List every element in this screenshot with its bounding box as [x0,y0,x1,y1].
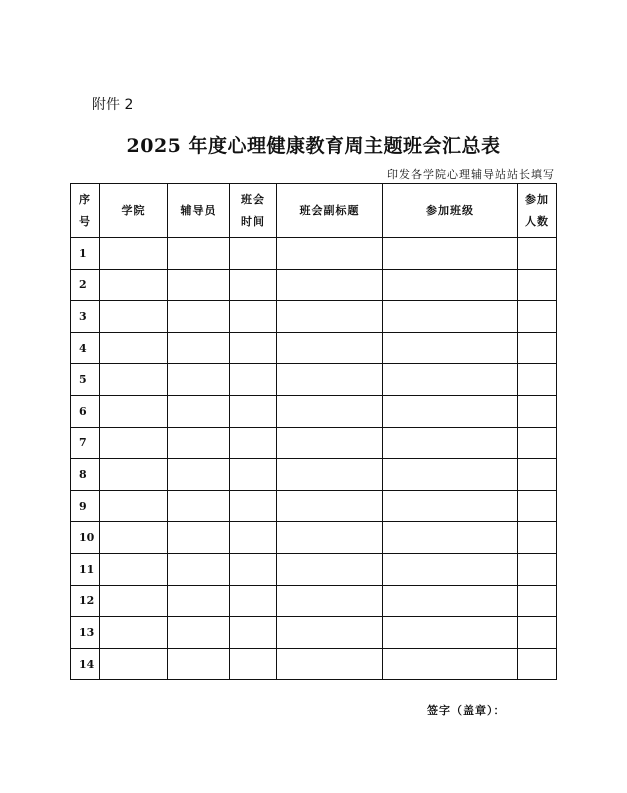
table-row [71,553,557,585]
table-body [71,238,557,680]
table-row [71,427,557,459]
table-row [71,395,557,427]
cell-subtitle [277,332,383,364]
cell-subtitle [277,585,383,617]
cell-counselor [168,301,230,333]
cell-counselor [168,427,230,459]
cell-college [100,553,168,585]
cell-college [100,269,168,301]
cell-time [230,301,277,333]
cell-college [100,364,168,396]
cell-classes [383,648,518,680]
table-row [71,490,557,522]
cell-classes [383,490,518,522]
cell-time [230,269,277,301]
cell-counselor [168,395,230,427]
col-header-subtitle: 班会副标题 [277,184,383,238]
row-number: 8 [71,459,100,491]
row-number: 3 [71,301,100,333]
row-number: 11 [71,553,100,585]
cell-college [100,459,168,491]
cell-time [230,332,277,364]
cell-classes [383,332,518,364]
cell-classes [383,427,518,459]
cell-counselor [168,332,230,364]
cell-time [230,648,277,680]
cell-subtitle [277,364,383,396]
cell-college [100,238,168,270]
cell-count [518,617,557,649]
cell-classes [383,459,518,491]
table-row [71,522,557,554]
cell-time [230,522,277,554]
cell-count [518,648,557,680]
cell-time [230,427,277,459]
row-number: 9 [71,490,100,522]
cell-college [100,617,168,649]
cell-college [100,395,168,427]
cell-college [100,427,168,459]
cell-classes [383,617,518,649]
cell-counselor [168,269,230,301]
cell-classes [383,522,518,554]
cell-classes [383,553,518,585]
cell-count [518,364,557,396]
cell-subtitle [277,459,383,491]
cell-subtitle [277,301,383,333]
cell-college [100,301,168,333]
cell-subtitle [277,522,383,554]
col-header-classes: 参加班级 [383,184,518,238]
cell-counselor [168,238,230,270]
cell-subtitle [277,617,383,649]
cell-classes [383,395,518,427]
cell-college [100,332,168,364]
cell-counselor [168,553,230,585]
cell-subtitle [277,427,383,459]
cell-college [100,490,168,522]
header-row [71,184,557,238]
summary-table [70,183,557,680]
row-number: 6 [71,395,100,427]
table-row [71,364,557,396]
cell-subtitle [277,269,383,301]
row-number: 1 [71,238,100,270]
cell-time [230,459,277,491]
cell-counselor [168,585,230,617]
row-number: 14 [71,648,100,680]
cell-count [518,490,557,522]
cell-count [518,395,557,427]
cell-counselor [168,364,230,396]
table-row [71,459,557,491]
cell-time [230,490,277,522]
cell-count [518,427,557,459]
cell-count [518,332,557,364]
cell-subtitle [277,238,383,270]
cell-classes [383,238,518,270]
col-header-college: 学院 [100,184,168,238]
cell-classes [383,269,518,301]
cell-time [230,553,277,585]
cell-classes [383,301,518,333]
table-row [71,301,557,333]
row-number: 2 [71,269,100,301]
table-row [71,585,557,617]
col-header-count: 参加 人数 [518,184,557,238]
cell-college [100,648,168,680]
row-number: 13 [71,617,100,649]
fill-note: 印发各学院心理辅导站站长填写 [387,168,555,181]
cell-counselor [168,459,230,491]
cell-counselor [168,522,230,554]
table-row [71,269,557,301]
cell-subtitle [277,648,383,680]
signature-label: 签字（盖章）： [427,704,506,717]
cell-count [518,238,557,270]
cell-college [100,585,168,617]
row-number: 4 [71,332,100,364]
table-row [71,617,557,649]
cell-count [518,459,557,491]
cell-counselor [168,617,230,649]
cell-count [518,585,557,617]
col-header-seq: 序 号 [71,184,100,238]
cell-time [230,364,277,396]
col-header-time: 班会 时间 [230,184,277,238]
row-number: 7 [71,427,100,459]
cell-counselor [168,490,230,522]
cell-time [230,585,277,617]
cell-college [100,522,168,554]
cell-counselor [168,648,230,680]
attachment-label: 附件 2 [92,97,134,113]
cell-count [518,301,557,333]
page-title: 2025 年度心理健康教育周主题班会汇总表 [126,135,501,157]
row-number: 5 [71,364,100,396]
row-number: 10 [71,522,100,554]
col-header-counselor: 辅导员 [168,184,230,238]
cell-time [230,238,277,270]
table-row [71,648,557,680]
row-number: 12 [71,585,100,617]
cell-subtitle [277,553,383,585]
cell-count [518,522,557,554]
cell-time [230,395,277,427]
table-row [71,332,557,364]
cell-classes [383,364,518,396]
cell-subtitle [277,490,383,522]
cell-count [518,553,557,585]
cell-subtitle [277,395,383,427]
table-row [71,238,557,270]
cell-classes [383,585,518,617]
cell-time [230,617,277,649]
cell-count [518,269,557,301]
